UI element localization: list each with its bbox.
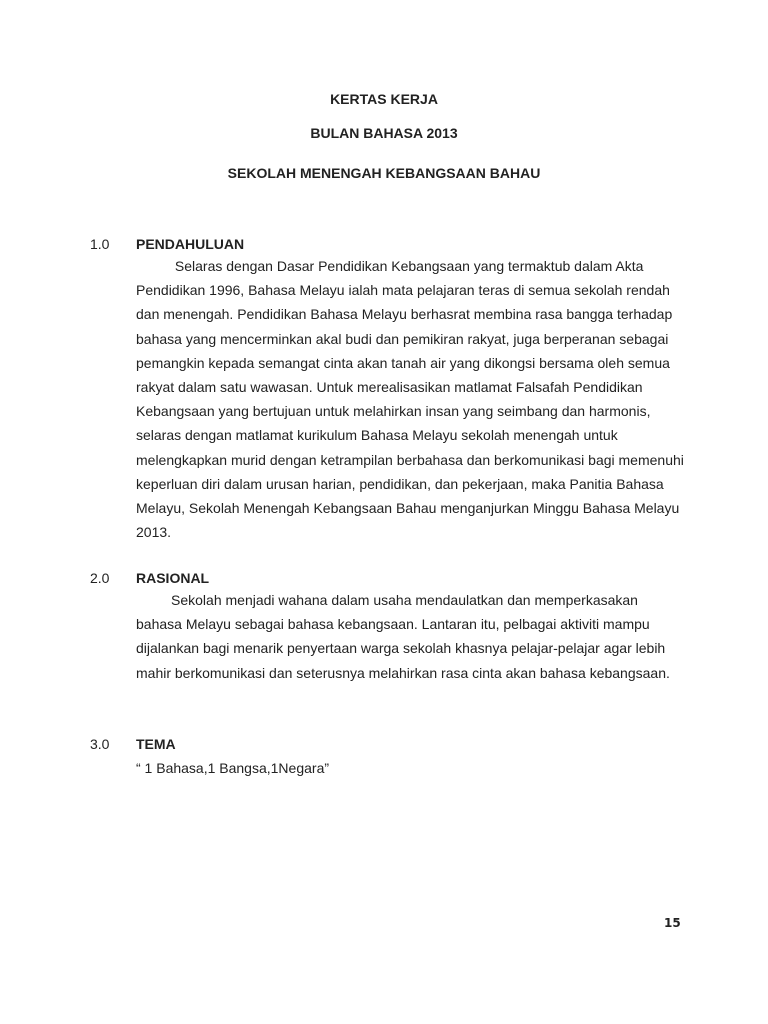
text-line: Selaras dengan Dasar Pendidikan Kebangsaan yang termaktub dalam Akta (136, 258, 644, 274)
text-line: Kebangsaan yang bertujuan untuk melahirkan insan yang seimbang dan harmonis, (136, 403, 651, 420)
text-line: bahasa Melayu sebagai bahasa kebangsaan. Lantaran itu, pelbagai aktiviti mampu (136, 616, 650, 633)
section-number: 3.0 (90, 736, 110, 752)
section-number: 2.0 (90, 570, 110, 586)
section-heading: PENDAHULUAN (136, 236, 245, 252)
doc-title: KERTAS KERJA (330, 91, 438, 107)
section-heading: TEMA (136, 736, 176, 752)
text-line: pemangkin kepada semangat cinta akan tanah air yang dikongsi bersama oleh semua (136, 354, 670, 371)
text-line: Sekolah menjadi wahana dalam usaha mendaulatkan dan memperkasakan (136, 592, 638, 608)
school-name: SEKOLAH MENENGAH KEBANGSAAN BAHAU (227, 165, 541, 181)
text-line: bahasa yang mencerminkan akal budi dan pemikiran rakyat, juga berperanan sebagai (136, 330, 669, 347)
text-line: selaras dengan matlamat kurikulum Bahasa Melayu sekolah menengah untuk (136, 427, 618, 444)
text-line: 2013. (136, 524, 172, 541)
text-line: “ 1 Bahasa,1 Bangsa,1Negara” (136, 760, 330, 776)
page-number: 15 (664, 916, 681, 930)
text-line: Pendidikan 1996, Bahasa Melayu ialah mata pelajaran teras di semua sekolah rendah (136, 282, 670, 299)
section-body (136, 588, 736, 685)
theme-text (136, 756, 736, 780)
text-line: rakyat dalam satu wawasan. Untuk merealisasikan matlamat Falsafah Pendidikan (136, 378, 643, 395)
section-body (136, 254, 736, 544)
text-line: keperluan diri dalam urusan harian, pendidikan, dan pekerjaan, maka Panitia Bahasa (136, 475, 664, 492)
section-heading: RASIONAL (136, 570, 210, 586)
text-line: dijalankan bagi menarik penyertaan warga sekolah khasnya pelajar-pelajar agar lebih (136, 640, 666, 657)
text-line: dan menengah. Pendidikan Bahasa Melayu berhasrat membina rasa bangga terhadap (136, 306, 673, 323)
doc-subtitle: BULAN BAHASA 2013 (310, 125, 458, 141)
text-line: Melayu, Sekolah Menengah Kebangsaan Bahau menganjurkan Minggu Bahasa Melayu (136, 499, 680, 516)
text-line: mahir berkomunikasi dan seterusnya melahirkan rasa cinta akan bahasa kebangsaan. (136, 664, 670, 681)
text-line: melengkapkan murid dengan ketrampilan berbahasa dan berkomunikasi bagi memenuhi (136, 451, 684, 468)
section-number: 1.0 (90, 236, 110, 252)
